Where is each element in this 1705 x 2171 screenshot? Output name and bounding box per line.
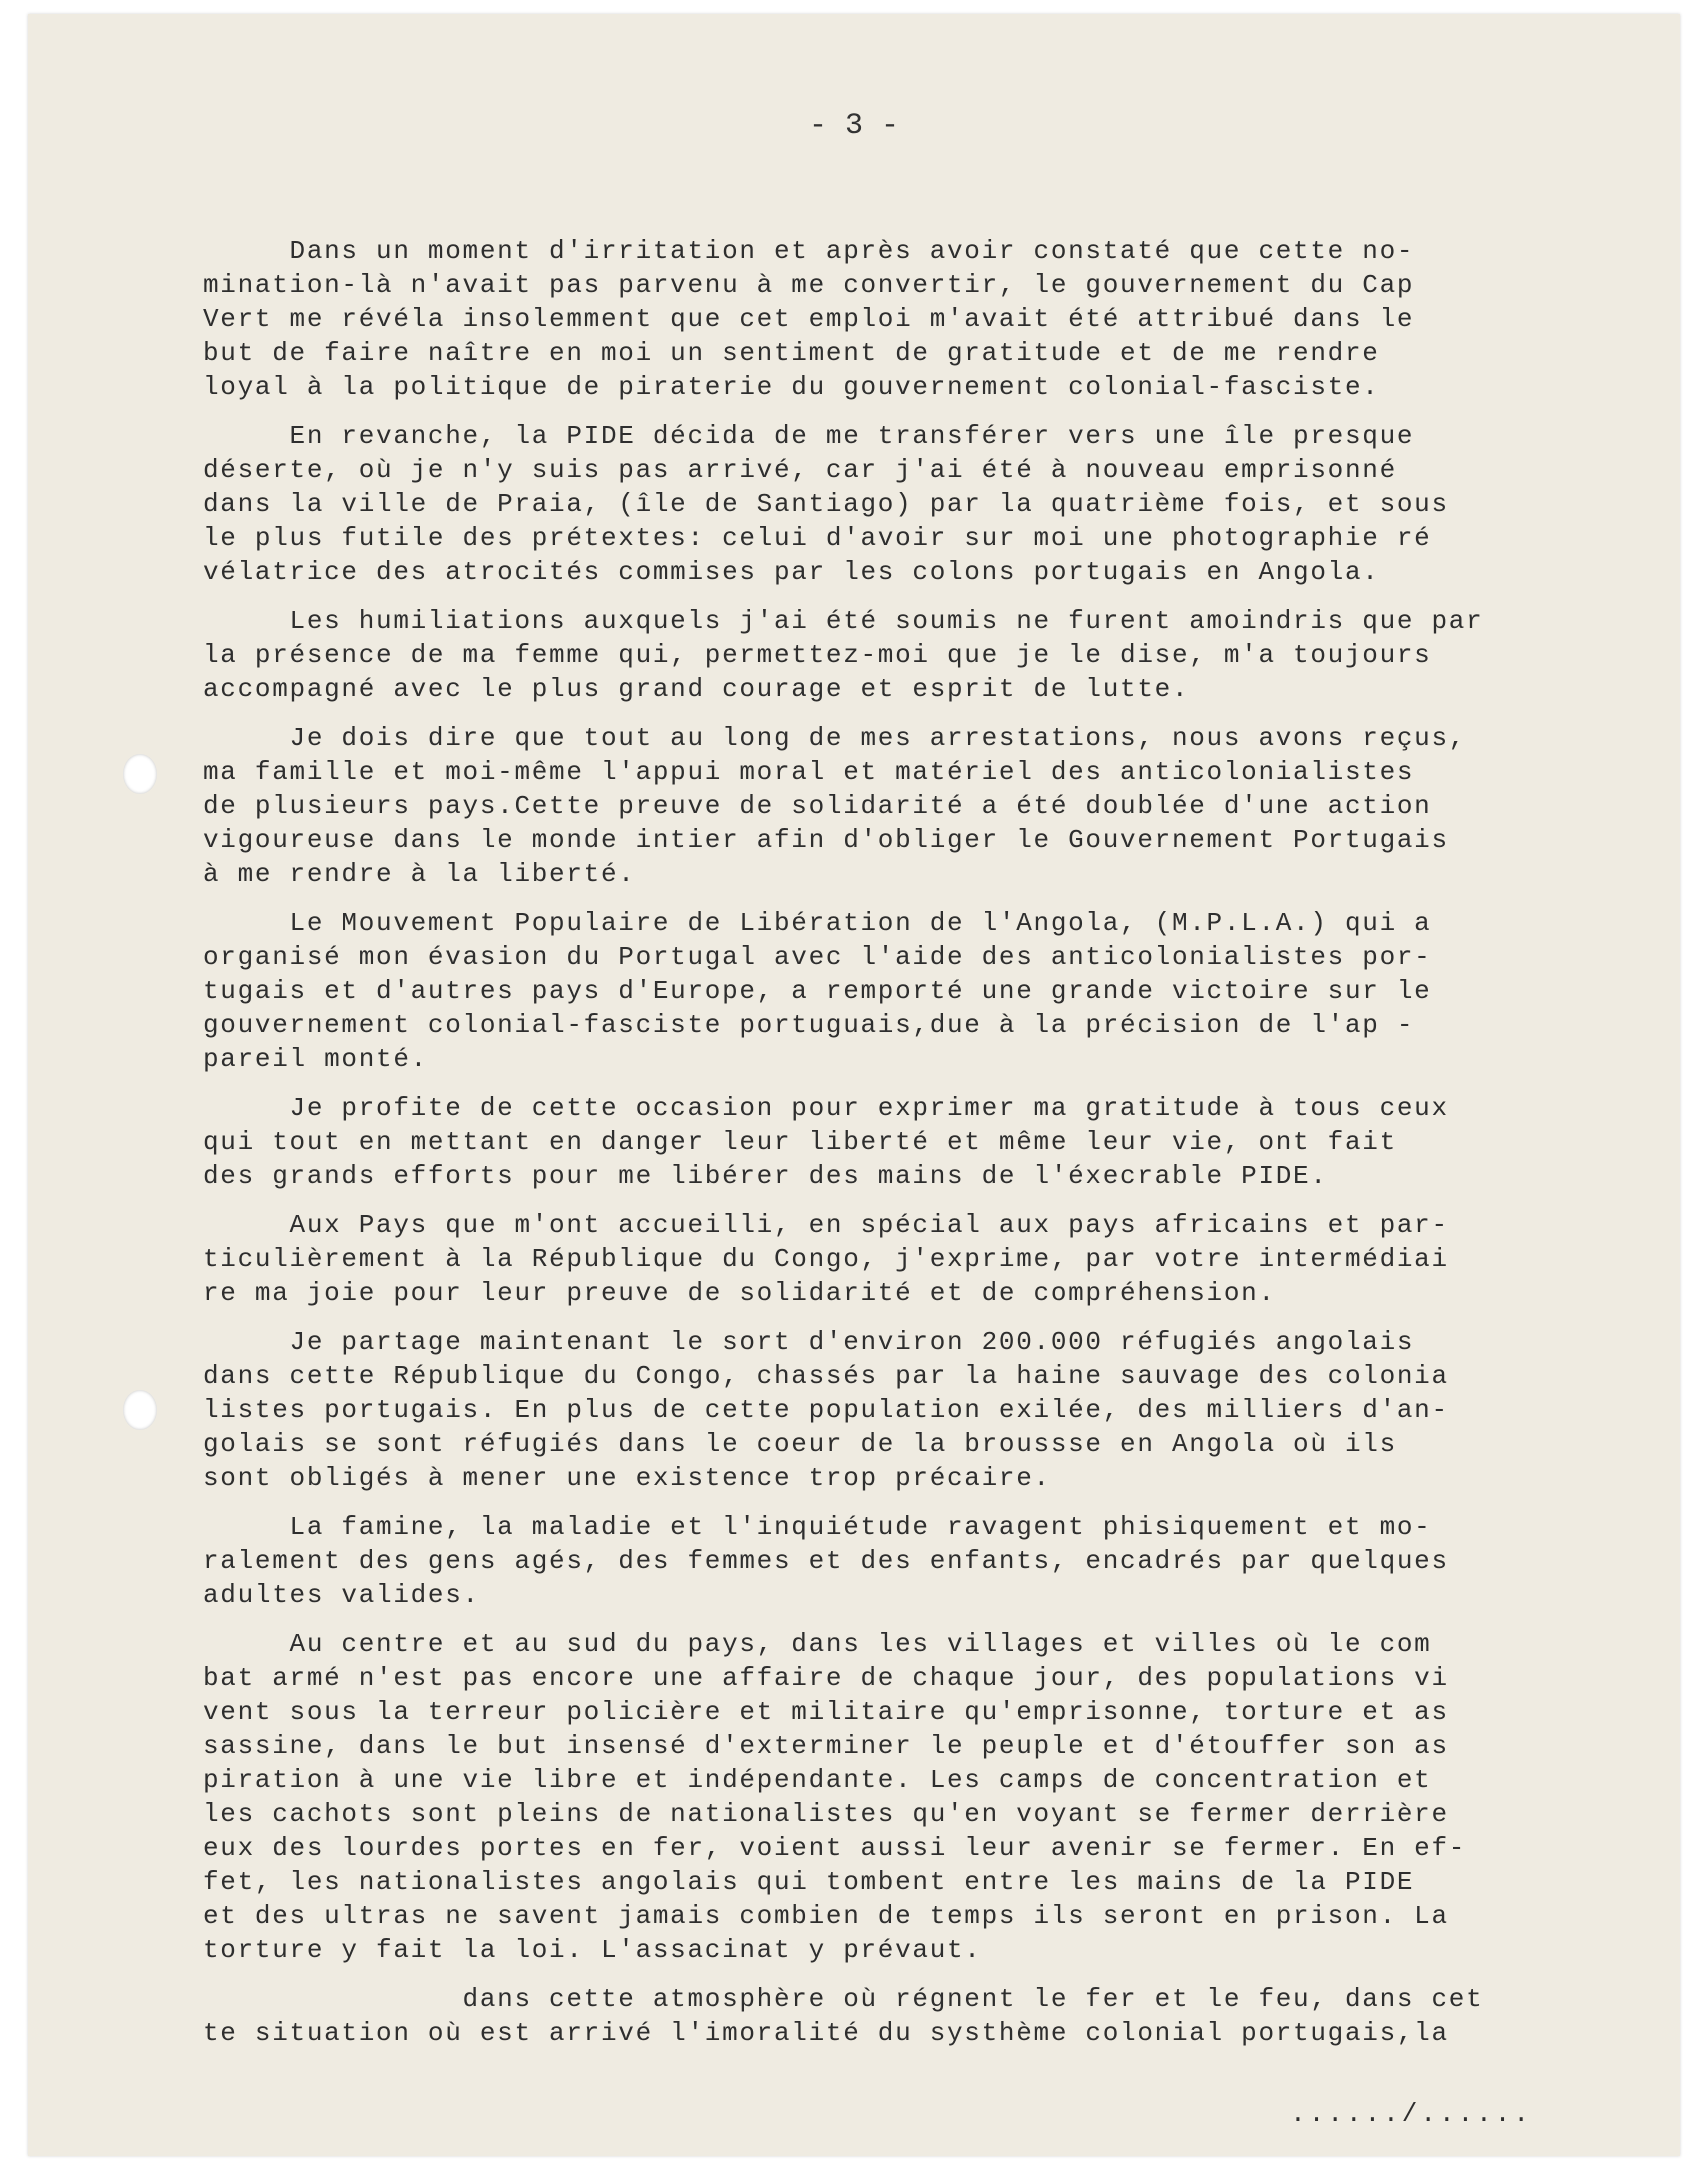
text-line: piration à une vie libre et indépendante. Les camps de concentration et — [203, 1765, 1432, 1795]
paragraph — [203, 234, 1543, 404]
text-line: vigoureuse dans le monde intier afin d'obliger le Gouvernement Portugais — [203, 825, 1449, 855]
text-line: les cachots sont pleins de nationalistes qu'en voyant se fermer derrière — [203, 1799, 1449, 1829]
paragraph — [203, 1091, 1543, 1193]
text-line: golais se sont réfugiés dans le coeur de la broussse en Angola où ils — [203, 1429, 1397, 1459]
text-line: dans cette atmosphère où régnent le fer et le feu, dans cet — [203, 1984, 1484, 2014]
punch-hole-lower — [123, 1390, 157, 1430]
text-line: re ma joie pour leur preuve de solidarité et de compréhension. — [203, 1278, 1276, 1308]
text-line: vent sous la terreur policière et militaire qu'emprisonne, torture et as — [203, 1697, 1449, 1727]
text-line: à me rendre à la liberté. — [203, 859, 636, 889]
text-line: déserte, où je n'y suis pas arrivé, car j'ai été à nouveau emprisonné — [203, 455, 1397, 485]
text-line: qui tout en mettant en danger leur liberté et même leur vie, ont fait — [203, 1127, 1397, 1157]
text-line: tugais et d'autres pays d'Europe, a remporté une grande victoire sur le — [203, 976, 1432, 1006]
text-line: sassine, dans le but insensé d'exterminer le peuple et d'étouffer son as — [203, 1731, 1449, 1761]
continuation-mark: ....../...... — [1290, 2099, 1532, 2129]
text-line: adultes valides. — [203, 1580, 480, 1610]
paragraph — [203, 1627, 1543, 1967]
text-line: bat armé n'est pas encore une affaire de chaque jour, des populations vi — [203, 1663, 1449, 1693]
text-line: ticulièrement à la République du Congo, j'exprime, par votre intermédiai — [203, 1244, 1449, 1274]
text-line: but de faire naître en moi un sentiment de gratitude et de me rendre — [203, 338, 1380, 368]
text-line: Le Mouvement Populaire de Libération de l'Angola, (M.P.L.A.) qui a — [203, 908, 1432, 938]
punch-hole-upper — [123, 754, 157, 794]
letter-body — [203, 234, 1543, 2065]
text-line: organisé mon évasion du Portugal avec l'aide des anticolonialistes por- — [203, 942, 1432, 972]
text-line: Vert me révéla insolemment que cet emploi m'avait été attribué dans le — [203, 304, 1415, 334]
document-page — [28, 14, 1680, 2156]
paragraph — [203, 604, 1543, 706]
paragraph — [203, 1982, 1543, 2050]
text-line: la présence de ma femme qui, permettez-moi que je le dise, m'a toujours — [203, 640, 1432, 670]
text-line: Au centre et au sud du pays, dans les villages et villes où le com — [203, 1629, 1432, 1659]
text-line: torture y fait la loi. L'assacinat y prévaut. — [203, 1935, 982, 1965]
text-line: fet, les nationalistes angolais qui tombent entre les mains de la PIDE — [203, 1867, 1415, 1897]
paragraph — [203, 721, 1543, 891]
text-line: Je dois dire que tout au long de mes arrestations, nous avons reçus, — [203, 723, 1467, 753]
text-line: Je partage maintenant le sort d'environ 200.000 réfugiés angolais — [203, 1327, 1415, 1357]
paragraph — [203, 1208, 1543, 1310]
text-line: des grands efforts pour me libérer des mains de l'éxecrable PIDE. — [203, 1161, 1328, 1191]
text-line: dans cette République du Congo, chassés par la haine sauvage des colonia — [203, 1361, 1449, 1391]
text-line: sont obligés à mener une existence trop précaire. — [203, 1463, 1051, 1493]
text-line: gouvernement colonial-fasciste portuguais,due à la précision de l'ap - — [203, 1010, 1415, 1040]
text-line: eux des lourdes portes en fer, voient aussi leur avenir se fermer. En ef- — [203, 1833, 1467, 1863]
text-line: Aux Pays que m'ont accueilli, en spécial aux pays africains et par- — [203, 1210, 1449, 1240]
text-line: listes portugais. En plus de cette population exilée, des milliers d'an- — [203, 1395, 1449, 1425]
text-line: En revanche, la PIDE décida de me transférer vers une île presque — [203, 421, 1415, 451]
text-line: pareil monté. — [203, 1044, 428, 1074]
paragraph — [203, 1325, 1543, 1495]
text-line: Je profite de cette occasion pour exprimer ma gratitude à tous ceux — [203, 1093, 1449, 1123]
text-line: vélatrice des atrocités commises par les colons portugais en Angola. — [203, 557, 1380, 587]
paragraph — [203, 419, 1543, 589]
text-line: et des ultras ne savent jamais combien de temps ils seront en prison. La — [203, 1901, 1449, 1931]
text-line: Les humiliations auxquels j'ai été soumis ne furent amoindris que par — [203, 606, 1484, 636]
text-line: dans la ville de Praia, (île de Santiago) par la quatrième fois, et sous — [203, 489, 1449, 519]
page-number: - 3 - — [808, 109, 899, 143]
text-line: te situation où est arrivé l'imoralité du systhème colonial portugais,la — [203, 2018, 1449, 2048]
paragraph — [203, 906, 1543, 1076]
text-line: La famine, la maladie et l'inquiétude ravagent phisiquement et mo- — [203, 1512, 1432, 1542]
text-line: accompagné avec le plus grand courage et esprit de lutte. — [203, 674, 1190, 704]
text-line: mination-là n'avait pas parvenu à me convertir, le gouvernement du Cap — [203, 270, 1415, 300]
text-line: le plus futile des prétextes: celui d'avoir sur moi une photographie ré — [203, 523, 1432, 553]
text-line: ralement des gens agés, des femmes et des enfants, encadrés par quelques — [203, 1546, 1449, 1576]
text-line: ma famille et moi-même l'appui moral et matériel des anticolonialistes — [203, 757, 1415, 787]
text-line: loyal à la politique de piraterie du gouvernement colonial-fasciste. — [203, 372, 1380, 402]
text-line: Dans un moment d'irritation et après avoir constaté que cette no- — [203, 236, 1415, 266]
text-line: de plusieurs pays.Cette preuve de solidarité a été doublée d'une action — [203, 791, 1432, 821]
paragraph — [203, 1510, 1543, 1612]
